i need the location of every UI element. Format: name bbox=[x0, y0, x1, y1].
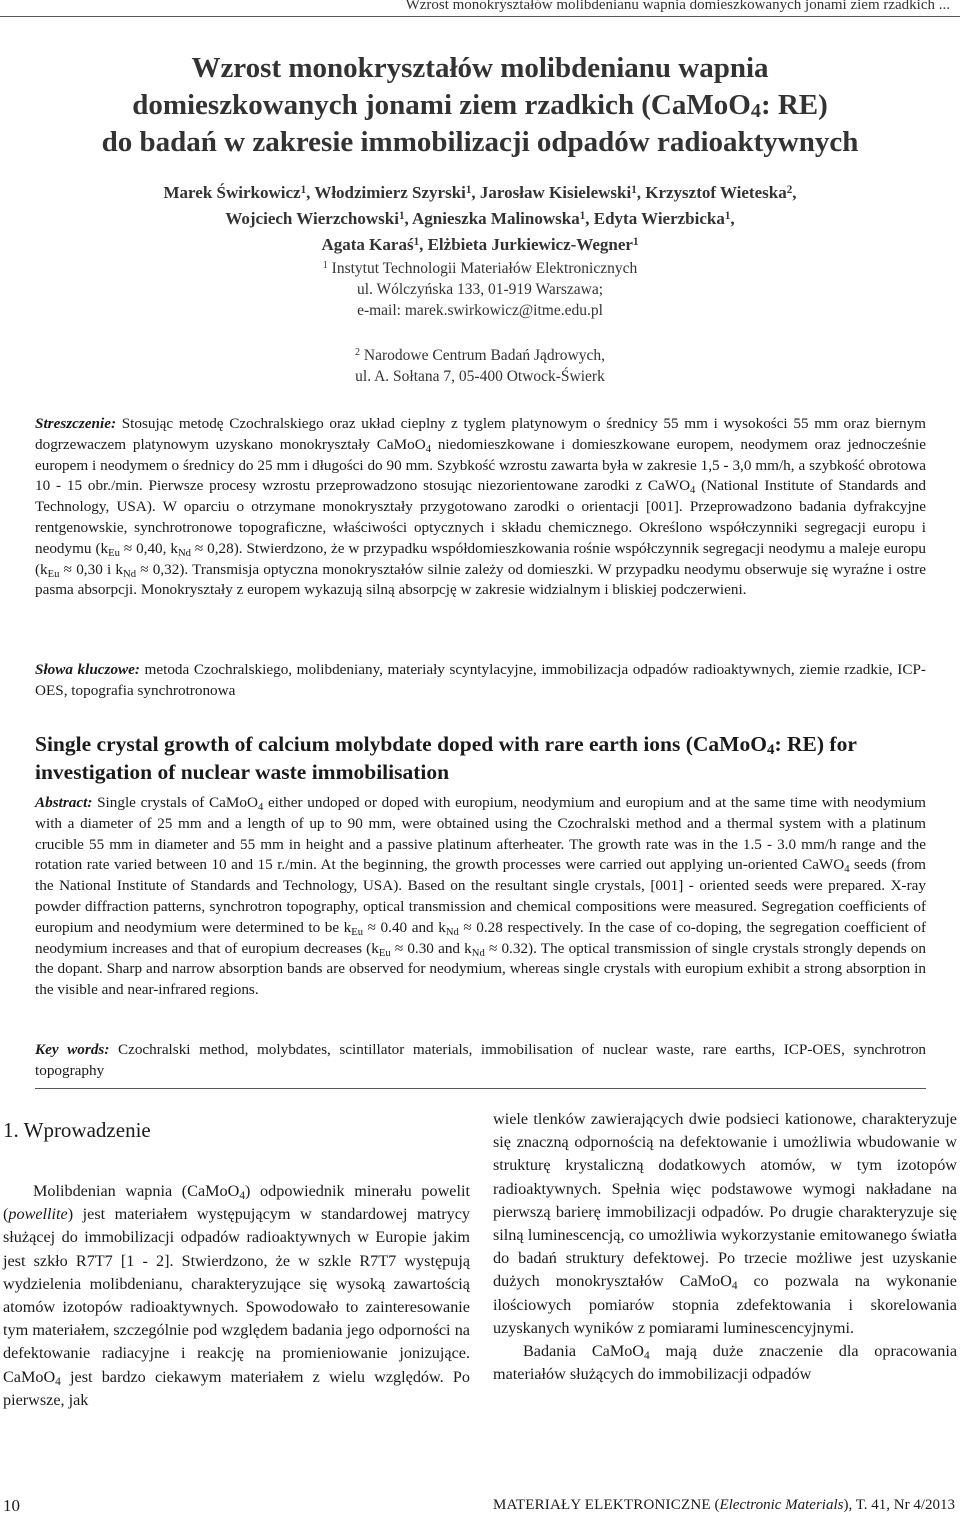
author-affiliation-mark: 1 bbox=[398, 210, 405, 222]
author-affiliation-mark: 1 bbox=[631, 184, 637, 196]
affiliation-address: ul. Wólczyńska 133, 01-919 Warszawa; bbox=[356, 281, 604, 298]
journal-footer: MATERIAŁY ELEKTRONICZNE (Electronic Materials), T. 41, Nr 4/2013 bbox=[492, 1497, 955, 1513]
author-affiliation-mark: 1 bbox=[632, 236, 639, 248]
author-affiliation-mark: 2 bbox=[786, 184, 793, 196]
abstract-en: Abstract: Single crystals of CaMoO$_4$ either undoped or doped with europium, neodymium and europium and at the same time with neodymium with a diameter of 25 mm and a length of up to 90 mm, were obtained using the Czochralski method and a thermal system with a platinum crucible 55 mm in diameter and 55 mm in height and a passive platinum afterheater. The growth rate was in the 1.5 - 3.0 mm/h range and the rotation rate varied between 10 and 15 r./min. At the beginning, the growth processes were carried out applying un-oriented CaWO$_4$ seeds (from the National Institute of Standards and Technology, USA). Based on the resultant single crystals, [001] - oriented seeds were prepared. X-ray powder diffraction patterns, synchrotron topography, optical transmission and chemical compositions were measured. Segregation coefficients of europium and neodymium were determined to be $k_{Eu} \approx 0.40$ and $k_{Nd} \approx 0.28$ respectively. In the case of co-doping, the segregation coefficient of neodymium increases and that of europium decreases ($k_{Eu} \approx 0.30$ and $k_{Nd} \approx 0.32$). The optical transmission of single crystals strongly depends on the dopant. Sharp and narrow absorption bands are observed for neodymium, whereas single crystals with europium exhibit a strong absorption in the visible and near-infrared regions. bbox=[35, 794, 926, 999]
title-line-3: do badań w zakresie immobilizacji odpadów radioaktywnych bbox=[101, 126, 859, 158]
affiliation-email[interactable]: e-mail: marek.swirkowicz@itme.edu.pl bbox=[357, 302, 603, 319]
author-affiliation-mark: 1 bbox=[300, 184, 307, 196]
author: Wojciech Wierzchowski bbox=[225, 209, 399, 228]
title-line-1: Wzrost monokryształów molibdenianu wapnia bbox=[191, 52, 769, 84]
affiliation-name: Narodowe Centrum Badań Jądrowych, bbox=[363, 347, 605, 364]
paper-title-en: Single crystal growth of calcium molybdate doped with rare earth ions (CaMoO$_4$: RE) for investigation of nuclear waste immobilisation bbox=[35, 732, 857, 784]
running-title: Wzrost monokryształów molibdenianu wapnia domieszkowanych jonami ziem rzadkich ... bbox=[405, 0, 950, 13]
page-number: 10 bbox=[3, 1496, 20, 1515]
body-column-right bbox=[493, 1108, 957, 1386]
author-affiliation-mark: 1 bbox=[413, 236, 420, 248]
abstract-label: Abstract: bbox=[35, 794, 93, 811]
keywords-label: Key words: bbox=[35, 1041, 110, 1058]
affiliation-2 bbox=[0, 345, 960, 387]
body-column-left: Molibdenian wapnia (CaMoO$_4$) odpowiednik minerału powelit (powellite) jest materiałem występującym w standardowej matrycy służącej do immobilizacji odpadów radioaktywnych w Europie jakim jest szkło R7T7 [1 - 2]. Stwierdzono, że w szkle R7T7 występują wydzielenia molibdenianu, charakteryzujące się wysoką zawartością atomów izotopów radioaktywnych. Spowodowało to zainteresowanie tym materiałem, szczególnie pod względem badania jego odporności na defektowanie radiacyjne i reakcję na promieniowanie jonizujące. CaMoO$_4$ jest bardzo ciekawym materiałem z wielu względów. Po pierwsze, jak bbox=[3, 1182, 470, 1409]
paragraph: wiele tlenków zawierających dwie podsieci kationowe, charakteryzuje się znaczną odpornością na defektowanie i umożliwia wbudowanie w strukturę krystaliczną dodatkowych atomów, w tym izotopów radioaktywnych. Spełnia więc podstawowe wymogi nakładane na pierwszą barierę immobilizacji odpadów. Po drugie charakteryzuje się silną luminescencją, co umożliwia wykorzystanie emitowanego światła do badań struktury defektowej. Po trzecie możliwe jest uzyskanie dużych monokryształów CaMoO$_4$ co pozwala na wykonanie ilościowych pomiarów stopnia zdefektowania i skorelowania uzyskanych wyników z pomiarami luminescencyjnymi. bbox=[493, 1110, 957, 1337]
keywords-label: Słowa kluczowe: bbox=[35, 661, 140, 678]
author: Edyta Wierzbicka bbox=[593, 209, 725, 228]
authors-line-3: Agata Karaś$^1$, Elżbieta Jurkiewicz-Wegner$^1$ bbox=[321, 235, 639, 254]
author: Włodzimierz Szyrski bbox=[314, 183, 466, 202]
authors-list bbox=[0, 180, 960, 258]
running-header bbox=[0, 0, 960, 17]
keywords-pl: Słowa kluczowe: metoda Czochralskiego, molibdeniany, materiały scyntylacyjne, immobilizacja odpadów radioaktywnych, ziemie rzadkie, ICP-OES, topografia synchrotronowa bbox=[35, 661, 926, 699]
author: Jarosław Kisielewski bbox=[479, 183, 632, 202]
paragraph: Badania CaMoO$_4$ mają duże znaczenie dla opracowania materiałów służących do immobilizacji odpadów bbox=[493, 1342, 958, 1384]
author: Agnieszka Malinowska bbox=[412, 209, 580, 228]
author: Elżbieta Jurkiewicz-Wegner bbox=[427, 235, 633, 254]
keywords-en: Key words: Czochralski method, molybdates, scintillator materials, immobilisation of nuclear waste, rare earths, ICP-OES, synchrotron topography bbox=[35, 1041, 927, 1079]
affiliation-1 bbox=[0, 258, 960, 321]
author: Marek Świrkowicz bbox=[163, 183, 301, 202]
affiliation-name: Instytut Technologii Materiałów Elektronicznych bbox=[331, 260, 638, 277]
affiliation-address: ul. A. Sołtana 7, 05-400 Otwock-Świerk bbox=[355, 368, 605, 385]
affiliation-number: 1 bbox=[322, 260, 328, 271]
section-title: 1. Wprowadzenie bbox=[3, 1118, 151, 1142]
title-line-2: domieszkowanych jonami ziem rzadkich (CaMoO$_4$: RE) bbox=[132, 89, 828, 122]
author-affiliation-mark: 1 bbox=[465, 184, 472, 196]
abstract-label: Streszczenie: bbox=[35, 415, 116, 432]
author-affiliation-mark: 1 bbox=[579, 210, 586, 222]
abstract-pl: Streszczenie: Stosując metodę Czochralskiego oraz układ cieplny z tyglem platynowym o średnicy 55 mm i wysokości 55 mm oraz biernym dogrzewaczem platynowym uzyskano monokryształy CaMoO$_4$ niedomieszkowane i domieszkowane europem, neodymem oraz jednocześnie europem i neodymem o średnicy do 25 mm i długości do 90 mm. Szybkość wzrostu zawarta była w zakresie 1,5 - 3,0 mm/h, a szybkość obrotowa 10 - 15 obr./min. Pierwsze procesy wzrostu przeprowadzono stosując niezorientowane zarodki z CaWO$_4$ (National Institute of Standards and Technology, USA). W oparciu o otrzymane monokryształy przygotowano zarodki o orientacji [001]. Przeprowadzono badania dyfrakcyjne rentgenowskie, synchrotronowe topograficzne, właściwości optycznych i składu chemicznego. Określono współczynniki segregacji europu i neodymu ($k_{Eu} \approx 0,40$, $k_{Nd} \approx 0,28$). Stwierdzono, że w przypadku współdomieszkowania rośnie współczynnik segregacji neodymu a maleje europu ($k_{Eu} \approx 0,30$ i $k_{Nd} \approx 0,32$). Transmisja optyczna monokryształów silnie zależy od domieszki. W przypadku neodymu obserwuje się wyraźne i ostre pasma absorpcji. Monokryształy z europem wykazują silną absorpcję w zakresie widzialnym i bliskiej podczerwieni. bbox=[35, 415, 926, 599]
section-divider bbox=[35, 1088, 926, 1089]
author: Agata Karaś bbox=[321, 235, 414, 254]
authors-line-2: Wojciech Wierzchowski$^1$, Agnieszka Malinowska$^1$, Edyta Wierzbicka$^1$, bbox=[225, 209, 735, 228]
affiliation-number: 2 bbox=[355, 347, 361, 358]
author-affiliation-mark: 1 bbox=[724, 210, 731, 222]
paper-title-pl bbox=[0, 50, 960, 161]
author: Krzysztof Wieteska bbox=[645, 183, 787, 202]
authors-line-1: Marek Świrkowicz$^1$, Włodzimierz Szyrski$^1$, Jarosław Kisielewski$^1$, Krzysztof Wieteska$^2$, bbox=[163, 183, 797, 202]
